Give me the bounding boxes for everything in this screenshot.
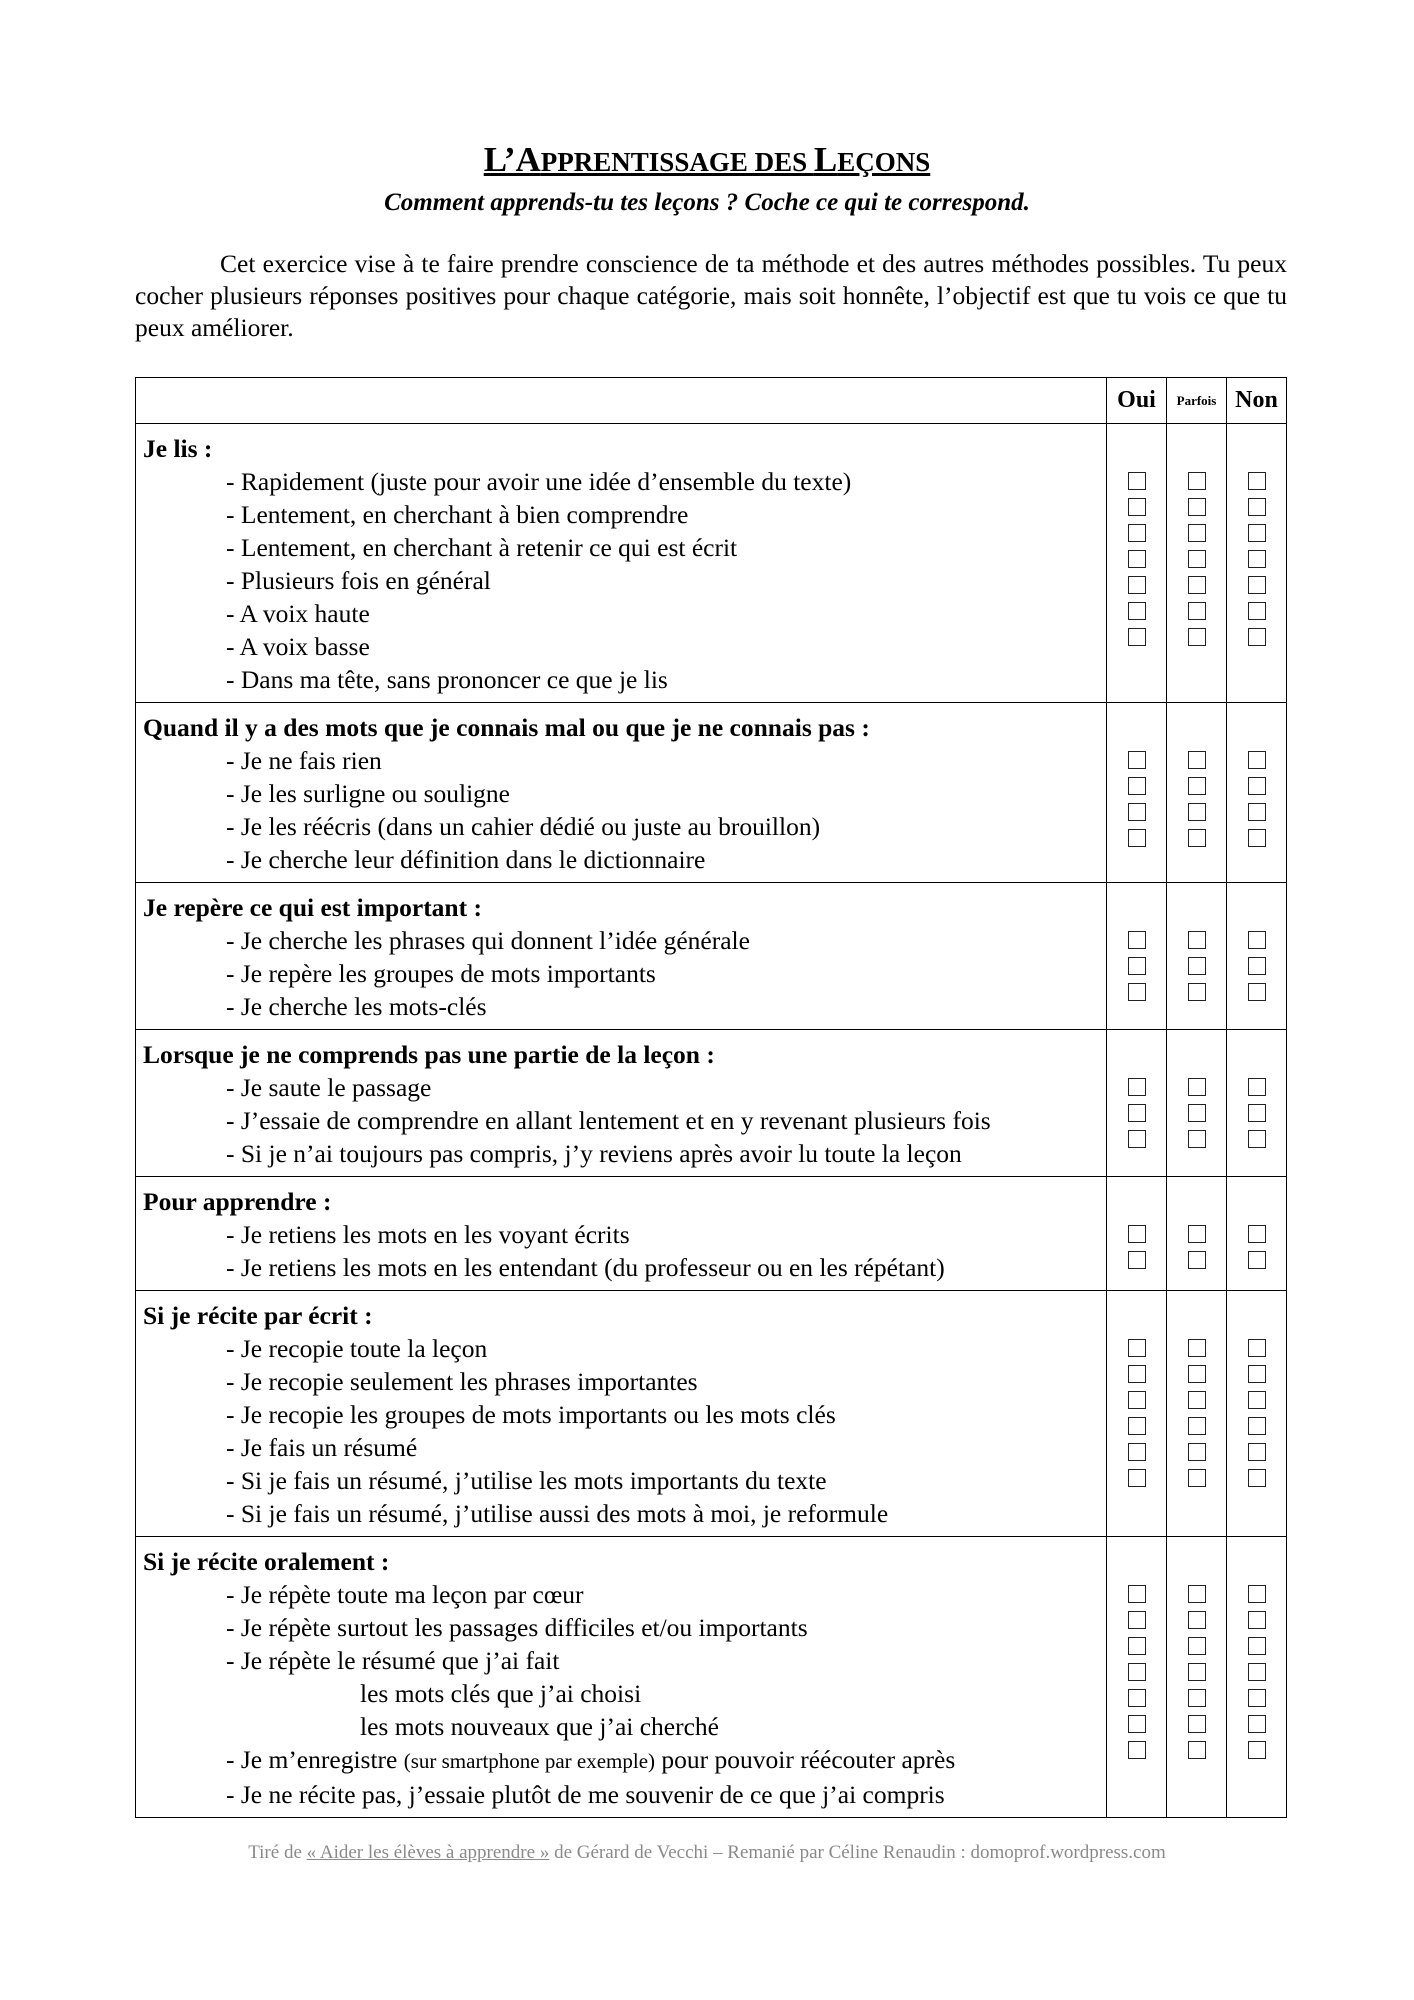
- question-item: - Si je fais un résumé, j’utilise les mots importants du texte: [226, 1466, 827, 1495]
- checkbox-non[interactable]: [1248, 1469, 1266, 1487]
- checkbox-column-non: [1227, 1030, 1287, 1177]
- checkbox-parfois[interactable]: [1188, 1611, 1206, 1629]
- question-item: - J’essaie de comprendre en allant lentement et en y revenant plusieurs fois: [226, 1106, 991, 1135]
- question-item: - Je repère les groupes de mots importants: [226, 959, 656, 988]
- checkbox-parfois[interactable]: [1188, 1715, 1206, 1733]
- checkbox-parfois[interactable]: [1188, 777, 1206, 795]
- checkbox-column-non: [1227, 703, 1287, 883]
- section-questions-cell: [136, 1030, 1107, 1177]
- checkbox-parfois[interactable]: [1188, 602, 1206, 620]
- checkbox-parfois[interactable]: [1188, 983, 1206, 1001]
- checkbox-oui[interactable]: [1128, 1611, 1146, 1629]
- section-questions-cell: [136, 1177, 1107, 1291]
- question-item: - Je fais un résumé: [226, 1433, 418, 1462]
- checkbox-oui[interactable]: [1128, 1689, 1146, 1707]
- section-title: Si je récite oralement :: [143, 1547, 390, 1576]
- checkbox-oui[interactable]: [1128, 1365, 1146, 1383]
- checkbox-column-non: [1227, 1177, 1287, 1291]
- question-item: - Je recopie les groupes de mots importants ou les mots clés: [226, 1400, 836, 1429]
- section-title: Pour apprendre :: [143, 1187, 332, 1216]
- checkbox-non[interactable]: [1248, 1130, 1266, 1148]
- checkbox-column-oui: [1107, 1537, 1167, 1818]
- checkbox-parfois[interactable]: [1188, 524, 1206, 542]
- checkbox-column-parfois: [1167, 424, 1227, 703]
- checkbox-oui[interactable]: [1128, 602, 1146, 620]
- checkbox-column-non: [1227, 883, 1287, 1030]
- checkbox-oui[interactable]: [1128, 550, 1146, 568]
- section-title: Si je récite par écrit :: [143, 1301, 373, 1330]
- checkbox-parfois[interactable]: [1188, 1339, 1206, 1357]
- checkbox-parfois[interactable]: [1188, 1469, 1206, 1487]
- checkbox-non[interactable]: [1248, 1585, 1266, 1603]
- question-item: - A voix haute: [226, 599, 370, 628]
- checkbox-non[interactable]: [1248, 1391, 1266, 1409]
- checkbox-non[interactable]: [1248, 576, 1266, 594]
- question-item: - Je cherche leur définition dans le dictionnaire: [226, 845, 706, 874]
- question-item: les mots clés que j’ai choisi: [360, 1679, 642, 1708]
- question-item: - Lentement, en cherchant à retenir ce qui est écrit: [226, 533, 738, 562]
- checkbox-parfois[interactable]: [1188, 751, 1206, 769]
- question-item: - Je cherche les phrases qui donnent l’idée générale: [226, 926, 750, 955]
- checkbox-oui[interactable]: [1128, 1251, 1146, 1269]
- header-oui: Oui: [1107, 378, 1167, 424]
- checkbox-parfois[interactable]: [1188, 550, 1206, 568]
- checkbox-parfois[interactable]: [1188, 628, 1206, 646]
- question-item: - Dans ma tête, sans prononcer ce que je lis: [226, 665, 668, 694]
- checkbox-non[interactable]: [1248, 751, 1266, 769]
- header-parfois: Parfois: [1167, 378, 1227, 424]
- checkbox-non[interactable]: [1248, 550, 1266, 568]
- checkbox-oui[interactable]: [1128, 931, 1146, 949]
- document-title: L’APPRENTISSAGE DES LEÇONS: [483, 140, 931, 179]
- checkbox-column-parfois: [1167, 1177, 1227, 1291]
- checkbox-oui[interactable]: [1128, 1339, 1146, 1357]
- question-item: - Je répète surtout les passages difficiles et/ou importants: [226, 1613, 808, 1642]
- question-item: - Je m’enregistre (sur smartphone par exemple) pour pouvoir réécouter après: [226, 1745, 956, 1774]
- checkbox-column-parfois: [1167, 883, 1227, 1030]
- checkbox-column-parfois: [1167, 703, 1227, 883]
- checkbox-parfois[interactable]: [1188, 498, 1206, 516]
- checkbox-non[interactable]: [1248, 803, 1266, 821]
- checkbox-column-non: [1227, 1537, 1287, 1818]
- section-row: [136, 703, 1287, 883]
- section-questions-cell: [136, 883, 1107, 1030]
- checkbox-non[interactable]: [1248, 602, 1266, 620]
- checkbox-non[interactable]: [1248, 983, 1266, 1001]
- checkbox-oui[interactable]: [1128, 777, 1146, 795]
- checkbox-non[interactable]: [1248, 777, 1266, 795]
- checkbox-parfois[interactable]: [1188, 1104, 1206, 1122]
- checkbox-parfois[interactable]: [1188, 1365, 1206, 1383]
- checkbox-non[interactable]: [1248, 1104, 1266, 1122]
- section-row: [136, 1177, 1287, 1291]
- question-item: - Je les surligne ou souligne: [226, 779, 510, 808]
- checkbox-column-non: [1227, 424, 1287, 703]
- checkbox-column-oui: [1107, 1030, 1167, 1177]
- checkbox-oui[interactable]: [1128, 1391, 1146, 1409]
- question-item: les mots nouveaux que j’ai cherché: [360, 1712, 719, 1741]
- checkbox-parfois[interactable]: [1188, 829, 1206, 847]
- checkbox-non[interactable]: [1248, 524, 1266, 542]
- checkbox-non[interactable]: [1248, 498, 1266, 516]
- checkbox-non[interactable]: [1248, 829, 1266, 847]
- checkbox-oui[interactable]: [1128, 472, 1146, 490]
- checkbox-column-parfois: [1167, 1291, 1227, 1537]
- checkbox-oui[interactable]: [1128, 1585, 1146, 1603]
- checkbox-oui[interactable]: [1128, 1417, 1146, 1435]
- checkbox-oui[interactable]: [1128, 1715, 1146, 1733]
- checkbox-oui[interactable]: [1128, 524, 1146, 542]
- checkbox-oui[interactable]: [1128, 751, 1146, 769]
- checkbox-parfois[interactable]: [1188, 1585, 1206, 1603]
- checkbox-parfois[interactable]: [1188, 1663, 1206, 1681]
- checkbox-oui[interactable]: [1128, 628, 1146, 646]
- question-item: - Je saute le passage: [226, 1073, 432, 1102]
- checkbox-non[interactable]: [1248, 1078, 1266, 1096]
- checkbox-non[interactable]: [1248, 472, 1266, 490]
- question-item: - Je recopie toute la leçon: [226, 1334, 488, 1363]
- section-row: [136, 424, 1287, 703]
- checkbox-non[interactable]: [1248, 1443, 1266, 1461]
- header-blank-cell: [136, 378, 1107, 424]
- checkbox-parfois[interactable]: [1188, 1251, 1206, 1269]
- section-row: [136, 1030, 1287, 1177]
- checkbox-oui[interactable]: [1128, 1078, 1146, 1096]
- checkbox-oui[interactable]: [1128, 1741, 1146, 1759]
- checkbox-column-parfois: [1167, 1537, 1227, 1818]
- checkbox-non[interactable]: [1248, 931, 1266, 949]
- checkbox-parfois[interactable]: [1188, 957, 1206, 975]
- checkbox-oui[interactable]: [1128, 1443, 1146, 1461]
- checkbox-non[interactable]: [1248, 1611, 1266, 1629]
- question-item: - A voix basse: [226, 632, 370, 661]
- section-row: [136, 1291, 1287, 1537]
- book-link[interactable]: « Aider les élèves à apprendre »: [306, 1842, 550, 1863]
- checkbox-oui[interactable]: [1128, 1637, 1146, 1655]
- checkbox-column-oui: [1107, 1177, 1167, 1291]
- checkbox-parfois[interactable]: [1188, 1391, 1206, 1409]
- header-row: [136, 378, 1287, 424]
- checkbox-non[interactable]: [1248, 1339, 1266, 1357]
- survey-table: [135, 377, 1287, 1818]
- intro-paragraph: Cet exercice vise à te faire prendre conscience de ta méthode et des autres méthodes possibles. Tu peux cocher plusieurs réponses positives pour chaque catégorie, mais soit honnête, l’objectif est que tu vois ce que tu peux améliorer.: [135, 249, 1287, 342]
- checkbox-column-oui: [1107, 424, 1167, 703]
- checkbox-column-oui: [1107, 703, 1167, 883]
- checkbox-column-oui: [1107, 883, 1167, 1030]
- checkbox-non[interactable]: [1248, 1715, 1266, 1733]
- header-non: Non: [1227, 378, 1287, 424]
- section-questions-cell: [136, 424, 1107, 703]
- checkbox-non[interactable]: [1248, 1417, 1266, 1435]
- question-item: - Je ne récite pas, j’essaie plutôt de me souvenir de ce que j’ai compris: [226, 1780, 945, 1809]
- question-item: - Si je fais un résumé, j’utilise aussi des mots à moi, je reformule: [226, 1499, 889, 1528]
- checkbox-oui[interactable]: [1128, 1469, 1146, 1487]
- checkbox-parfois[interactable]: [1188, 1741, 1206, 1759]
- section-questions-cell: [136, 1291, 1107, 1537]
- checkbox-parfois[interactable]: [1188, 1689, 1206, 1707]
- section-questions-cell: [136, 1537, 1107, 1818]
- question-item: - Je les réécris (dans un cahier dédié ou juste au brouillon): [226, 812, 821, 841]
- checkbox-parfois[interactable]: [1188, 472, 1206, 490]
- checkbox-non[interactable]: [1248, 1663, 1266, 1681]
- section-title: Je repère ce qui est important :: [143, 893, 482, 922]
- checkbox-column-non: [1227, 1291, 1287, 1537]
- question-item: - Je retiens les mots en les entendant (du professeur ou en les répétant): [226, 1253, 945, 1282]
- checkbox-parfois[interactable]: [1188, 576, 1206, 594]
- checkbox-non[interactable]: [1248, 628, 1266, 646]
- question-item: - Plusieurs fois en général: [226, 566, 491, 595]
- checkbox-oui[interactable]: [1128, 803, 1146, 821]
- checkbox-oui[interactable]: [1128, 1104, 1146, 1122]
- checkbox-non[interactable]: [1248, 1251, 1266, 1269]
- checkbox-parfois[interactable]: [1188, 1078, 1206, 1096]
- checkbox-parfois[interactable]: [1188, 1417, 1206, 1435]
- question-item: - Je retiens les mots en les voyant écrits: [226, 1220, 630, 1249]
- checkbox-non[interactable]: [1248, 1637, 1266, 1655]
- checkbox-column-parfois: [1167, 1030, 1227, 1177]
- section-title: Lorsque je ne comprends pas une partie de la leçon :: [143, 1040, 715, 1069]
- question-item: - Si je n’ai toujours pas compris, j’y reviens après avoir lu toute la leçon: [226, 1139, 962, 1168]
- footer-credit: Tiré de « Aider les élèves à apprendre » de Gérard de Vecchi – Remanié par Céline Renaudin : domoprof.wordpress.com: [248, 1842, 1166, 1863]
- question-item: - Lentement, en cherchant à bien comprendre: [226, 500, 689, 529]
- checkbox-parfois[interactable]: [1188, 1225, 1206, 1243]
- checkbox-non[interactable]: [1248, 1365, 1266, 1383]
- checkbox-oui[interactable]: [1128, 1130, 1146, 1148]
- question-item: - Je répète le résumé que j’ai fait: [226, 1646, 560, 1675]
- question-item: - Rapidement (juste pour avoir une idée d’ensemble du texte): [226, 467, 852, 496]
- document-subtitle: Comment apprends-tu tes leçons ? Coche ce qui te correspond.: [384, 189, 1030, 216]
- checkbox-column-oui: [1107, 1291, 1167, 1537]
- checkbox-parfois[interactable]: [1188, 1130, 1206, 1148]
- checkbox-parfois[interactable]: [1188, 1443, 1206, 1461]
- checkbox-oui[interactable]: [1128, 1663, 1146, 1681]
- checkbox-oui[interactable]: [1128, 829, 1146, 847]
- checkbox-oui[interactable]: [1128, 1225, 1146, 1243]
- section-title: Quand il y a des mots que je connais mal ou que je ne connais pas :: [143, 713, 870, 742]
- question-item: - Je répète toute ma leçon par cœur: [226, 1580, 584, 1609]
- section-row: [136, 1537, 1287, 1818]
- checkbox-non[interactable]: [1248, 957, 1266, 975]
- section-row: [136, 883, 1287, 1030]
- checkbox-non[interactable]: [1248, 1689, 1266, 1707]
- checkbox-oui[interactable]: [1128, 957, 1146, 975]
- checkbox-oui[interactable]: [1128, 576, 1146, 594]
- checkbox-parfois[interactable]: [1188, 1637, 1206, 1655]
- checkbox-non[interactable]: [1248, 1741, 1266, 1759]
- section-title: Je lis :: [143, 434, 213, 463]
- checkbox-non[interactable]: [1248, 1225, 1266, 1243]
- section-questions-cell: [136, 703, 1107, 883]
- checkbox-parfois[interactable]: [1188, 803, 1206, 821]
- question-item: - Je ne fais rien: [226, 746, 382, 775]
- checkbox-parfois[interactable]: [1188, 931, 1206, 949]
- checkbox-oui[interactable]: [1128, 498, 1146, 516]
- question-item: - Je recopie seulement les phrases importantes: [226, 1367, 698, 1396]
- checkbox-oui[interactable]: [1128, 983, 1146, 1001]
- question-item: - Je cherche les mots-clés: [226, 992, 487, 1021]
